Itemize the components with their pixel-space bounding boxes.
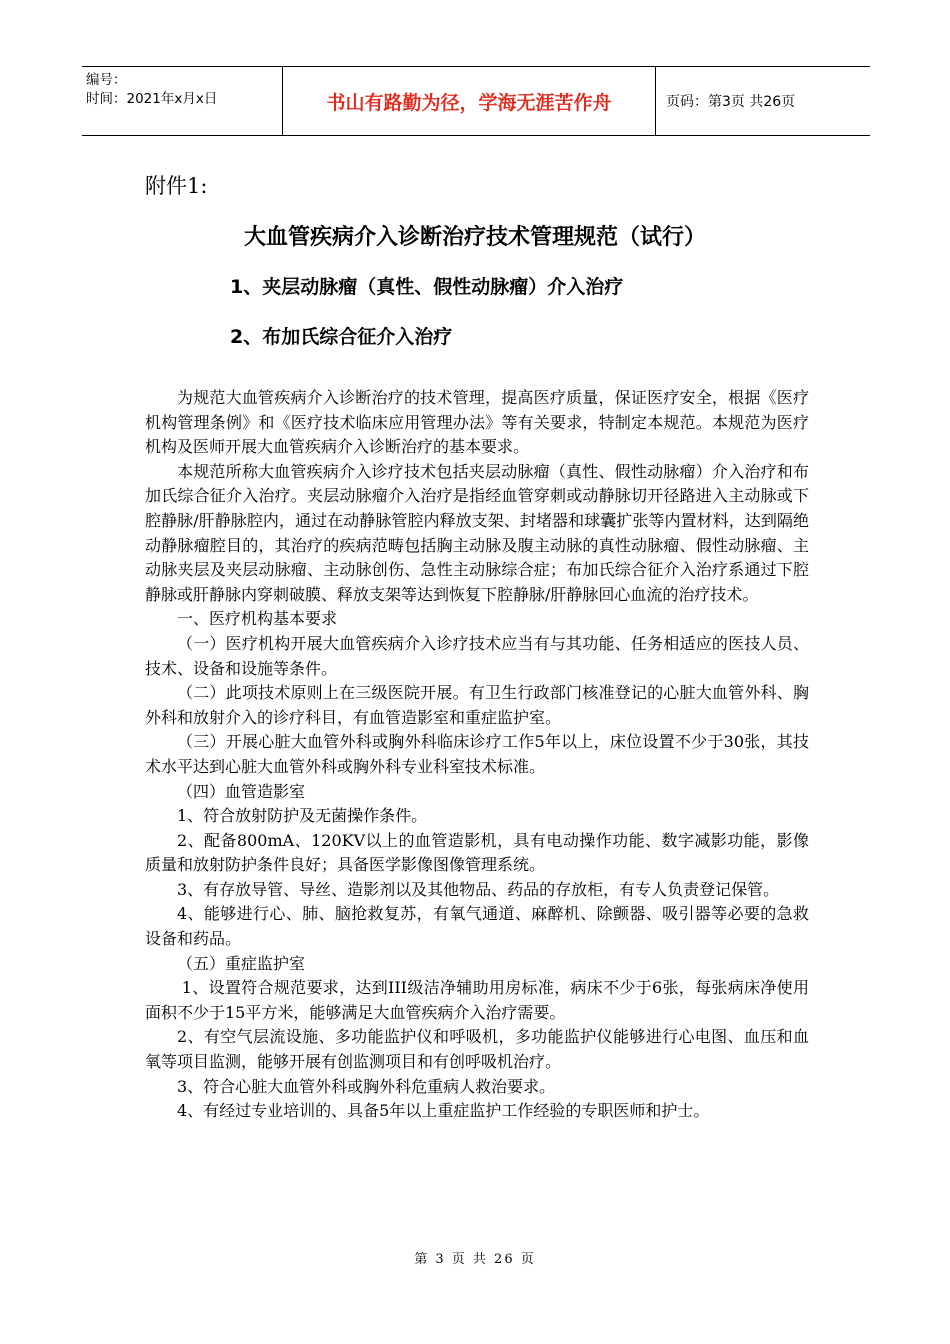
list-item: 1、符合放射防护及无菌操作条件。 bbox=[177, 806, 428, 826]
subtitle-2: 2、布加氏综合征介入治疗 bbox=[230, 326, 453, 348]
list-item: 2、配备800mA、120KV以上的血管造影机，具有电动操作功能、数字减影功能，影像质量和放射防护条件良好；具备医学影像图像管理系统。 bbox=[145, 830, 809, 875]
list-item: 3、有存放导管、导丝、造影剂以及其他物品、药品的存放柜，有专人负责登记保管。 bbox=[177, 879, 780, 899]
list-item: 2、有空气层流设施、多功能监护仪和呼吸机，多功能监护仪能够进行心电图、血压和血氧等项目监测，能够开展有创监测项目和有创呼吸机治疗。 bbox=[145, 1027, 809, 1072]
document-number: 编号： bbox=[86, 72, 127, 88]
attachment-label: 附件1: bbox=[145, 174, 208, 198]
page-header bbox=[82, 66, 870, 136]
list-item: 1、设置符合规范要求，达到III级洁净辅助用房标准，病床不少于6张，每张病床净使用面积不少于15平方米，能够满足大血管疾病介入治疗需要。 bbox=[145, 978, 809, 1022]
subsection-heading: （四）血管造影室 bbox=[177, 781, 306, 801]
list-item: 4、有经过专业培训的、具备5年以上重症监护工作经验的专职医师和护士。 bbox=[177, 1101, 710, 1121]
document-time: 时间：2021年x月x日 bbox=[86, 91, 218, 107]
subsection-heading: （五）重症监护室 bbox=[177, 953, 306, 973]
paragraph: （一）医疗机构开展大血管疾病介入诊疗技术应当有与其功能、任务相适应的医技人员、技术、设备和设施等条件。 bbox=[145, 633, 809, 678]
document-body bbox=[145, 386, 809, 1124]
paragraph: 本规范所称大血管疾病介入诊疗技术包括夹层动脉瘤（真性、假性动脉瘤）介入治疗和布加氏综合征介入治疗。夹层动脉瘤介入治疗是指经血管穿刺或动静脉切开径路进入主动脉或下腔静脉/肝静脉腔内，通过在动静脉管腔内释放支架、封堵器和球囊扩张等内置材料，达到隔绝动静脉瘤腔目的，其治疗的疾病范畴包括胸主动脉及腹主动脉的真性动脉瘤、假性动脉瘤、主动脉夹层及夹层动脉瘤、主动脉创伤、急性主动脉综合症；布加氏综合征介入治疗系通过下腔静脉或肝静脉内穿刺破膜、释放支架等达到恢复下腔静脉/肝静脉回心血流的治疗技术。 bbox=[145, 461, 809, 604]
page-footer: 第 3 页 共 26 页 bbox=[414, 1252, 536, 1267]
paragraph: （三）开展心脏大血管外科或胸外科临床诊疗工作5年以上，床位设置不少于30张，其技术水平达到心脏大血管外科或胸外科专业科室技术标准。 bbox=[145, 732, 809, 776]
subtitle-1: 1、夹层动脉瘤（真性、假性动脉瘤）介入治疗 bbox=[230, 276, 624, 298]
header-motto: 书山有路勤为径，学海无涯苦作舟 bbox=[282, 67, 656, 135]
header-meta bbox=[82, 67, 282, 135]
list-item: 4、能够进行心、肺、脑抢救复苏，有氧气通道、麻醉机、除颤器、吸引器等必要的急救设备和药品。 bbox=[145, 904, 809, 949]
paragraph: 为规范大血管疾病介入诊断治疗的技术管理，提高医疗质量，保证医疗安全，根据《医疗机构管理条例》和《医疗技术临床应用管理办法》等有关要求，特制定本规范。本规范为医疗机构及医师开展大血管疾病介入诊断治疗的基本要求。 bbox=[145, 388, 809, 457]
list-item: 3、符合心脏大血管外科或胸外科危重病人救治要求。 bbox=[177, 1076, 556, 1096]
header-page-info: 页码：第3页 共26页 bbox=[666, 94, 796, 110]
document-title: 大血管疾病介入诊断治疗技术管理规范（试行） bbox=[243, 225, 706, 250]
section-heading: 一、医疗机构基本要求 bbox=[177, 609, 338, 629]
paragraph: （二）此项技术原则上在三级医院开展。有卫生行政部门核准登记的心脏大血管外科、胸外科和放射介入的诊疗科目，有血管造影室和重症监护室。 bbox=[145, 683, 809, 727]
